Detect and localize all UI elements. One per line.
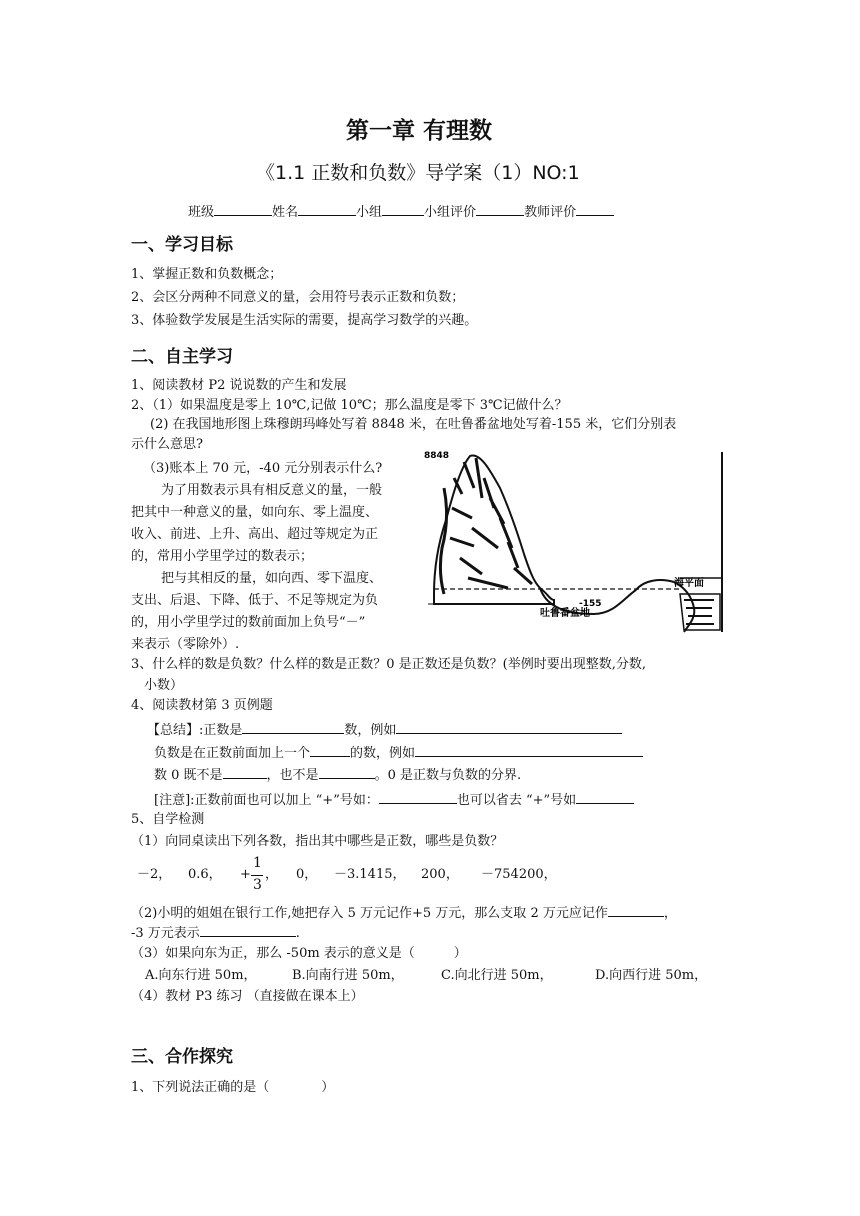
concept-paragraph-line: 的，常用小学里学过的数表示； xyxy=(131,549,314,564)
cooperation-q1: 1、下列说法正确的是（ ） xyxy=(131,1080,335,1095)
number-item: 0.6， xyxy=(188,867,222,882)
summary-text: 【总结】:正数是 xyxy=(147,723,243,738)
answer-blank[interactable] xyxy=(310,743,350,757)
concept-paragraph-line: 来表示（零除外）. xyxy=(131,637,240,652)
sea-level-label: 海平面 xyxy=(674,578,704,589)
fraction-one-third xyxy=(251,853,263,897)
terrain-elevation-figure xyxy=(424,448,724,634)
section-heading-cooperation: 三、合作探究 xyxy=(131,1047,233,1067)
quiz-text: ， xyxy=(663,906,677,921)
option-d[interactable]: D.向西行进 50m， xyxy=(595,968,708,983)
answer-blank[interactable] xyxy=(576,790,634,804)
info-line xyxy=(188,202,614,222)
quiz-q2-line2 xyxy=(131,923,300,943)
note-text: 也可以省去 “+”号如 xyxy=(456,793,577,808)
name-blank[interactable] xyxy=(298,202,356,216)
goal-item: 1、掌握正数和负数概念； xyxy=(131,267,283,282)
goal-item: 2、会区分两种不同意义的量，会用符号表示正数和负数； xyxy=(131,290,465,305)
summary-line-2 xyxy=(154,743,643,763)
class-blank[interactable] xyxy=(214,202,272,216)
step-4: 4、阅读教材第 3 页例题 xyxy=(131,698,273,713)
section-heading-goals: 一、学习目标 xyxy=(131,235,233,255)
answer-blank[interactable] xyxy=(242,720,344,734)
group-label: 小组 xyxy=(356,205,383,220)
note-line xyxy=(154,790,634,810)
summary-text: 数，例如 xyxy=(344,723,397,738)
number-item: －3.1415， xyxy=(334,867,406,882)
concept-paragraph-line: 为了用数表示具有相反意义的量，一般 xyxy=(161,483,383,498)
answer-blank[interactable] xyxy=(415,743,643,757)
option-c[interactable]: C.向北行进 50m， xyxy=(441,968,553,983)
name-label: 姓名 xyxy=(272,205,299,220)
chapter-title: 第一章 有理数 xyxy=(346,118,493,144)
elevation-bottom-label: -155 xyxy=(579,599,602,609)
number-item: 0， xyxy=(296,867,318,882)
option-a[interactable]: A.向东行进 50m， xyxy=(145,968,257,983)
quiz-text: （2)小明的姐姐在银行工作,她把存入 5 万元记作+5 万元，那么支取 2 万元应记作 xyxy=(131,906,608,921)
quiz-q2-line1 xyxy=(131,903,677,923)
concept-paragraph-line: 的，用小学里学过的数前面加上负号“－” xyxy=(131,615,366,630)
summary-text: 的数，例如 xyxy=(350,746,416,761)
quiz-q4: （4）教材 P3 练习 （直接做在课本上） xyxy=(131,989,364,1004)
quiz-text: -3 万元表示 xyxy=(131,926,200,941)
answer-blank[interactable] xyxy=(200,923,296,937)
goal-item: 3、体验数学发展是生活实际的需要，提高学习数学的兴趣。 xyxy=(131,313,478,328)
quiz-q3: （3）如果向东为正，那么 -50m 表示的意义是（ ） xyxy=(131,946,467,961)
answer-blank[interactable] xyxy=(319,765,375,779)
teacher-eval-blank[interactable] xyxy=(576,202,614,216)
answer-blank[interactable] xyxy=(396,720,622,734)
elevation-top-label: 8848 xyxy=(424,451,450,461)
step-1: 1、阅读教材 P2 说说数的产生和发展 xyxy=(131,378,347,393)
summary-text: 。0 是正数与负数的分界. xyxy=(374,768,522,783)
fraction-numerator: 1 xyxy=(253,855,262,871)
concept-paragraph-line: 把其中一种意义的量，如向东、零上温度、 xyxy=(131,505,379,520)
group-blank[interactable] xyxy=(382,202,424,216)
step-5: 5、自学检测 xyxy=(131,812,205,827)
number-item: －754200， xyxy=(481,867,557,882)
group-eval-label: 小组评价 xyxy=(424,205,477,220)
step-3-line1: 3、什么样的数是负数？什么样的数是正数？0 是正数还是负数？(举例时要出现整数,分数, xyxy=(131,657,647,672)
section-heading-selfstudy: 二、自主学习 xyxy=(131,347,233,367)
group-eval-blank[interactable] xyxy=(476,202,524,216)
fraction-bar xyxy=(251,875,263,876)
option-b[interactable]: B.向南行进 50m， xyxy=(292,968,404,983)
quiz-text: . xyxy=(295,926,300,941)
summary-line-1 xyxy=(147,720,622,740)
note-text: [注意]:正数前面也可以加上 “+”号如： xyxy=(154,793,379,808)
answer-blank[interactable] xyxy=(608,903,664,917)
class-label: 班级 xyxy=(188,205,215,220)
answer-blank[interactable] xyxy=(379,790,457,804)
number-item: －2， xyxy=(137,867,172,882)
summary-text: 数 0 既不是 xyxy=(154,768,223,783)
fraction-sign: + xyxy=(240,867,251,882)
summary-line-3 xyxy=(154,765,521,785)
quiz-q1: （1）向同桌读出下列各数，指出其中哪些是正数，哪些是负数？ xyxy=(131,834,504,849)
basin-label: 吐鲁番盆地 xyxy=(540,608,590,619)
step-3-line2: 小数） xyxy=(144,678,184,693)
teacher-eval-label: 教师评价 xyxy=(524,205,577,220)
lesson-subtitle: 《1.1 正数和负数》导学案（1）NO:1 xyxy=(256,162,580,184)
step-2-q1: 2、（1）如果温度是零上 10℃,记做 10℃；那么温度是零下 3℃记做什么？ xyxy=(131,398,568,413)
number-item: 200， xyxy=(421,867,459,882)
concept-paragraph-line: 收入、前进、上升、高出、超过等规定为正 xyxy=(131,527,379,542)
summary-text: ，也不是 xyxy=(266,768,319,783)
answer-blank[interactable] xyxy=(223,765,267,779)
step-2-q3: （3)账本上 70 元，-40 元分别表示什么? xyxy=(143,461,383,476)
number-item: ， xyxy=(265,867,279,882)
step-2-q2-line2: 示什么意思? xyxy=(131,437,203,452)
concept-paragraph-line: 把与其相反的量，如向西、零下温度、 xyxy=(161,571,383,586)
concept-paragraph-line: 支出、后退、下降、低于、不足等规定为负 xyxy=(131,593,379,608)
summary-text: 负数是在正数前面加上一个 xyxy=(154,746,311,761)
fraction-denominator: 3 xyxy=(253,877,262,893)
step-2-q2-line1: (2) 在我国地形图上珠穆朗玛峰处写着 8848 米，在吐鲁番盆地处写着-155 米，它们分别表 xyxy=(150,417,677,432)
